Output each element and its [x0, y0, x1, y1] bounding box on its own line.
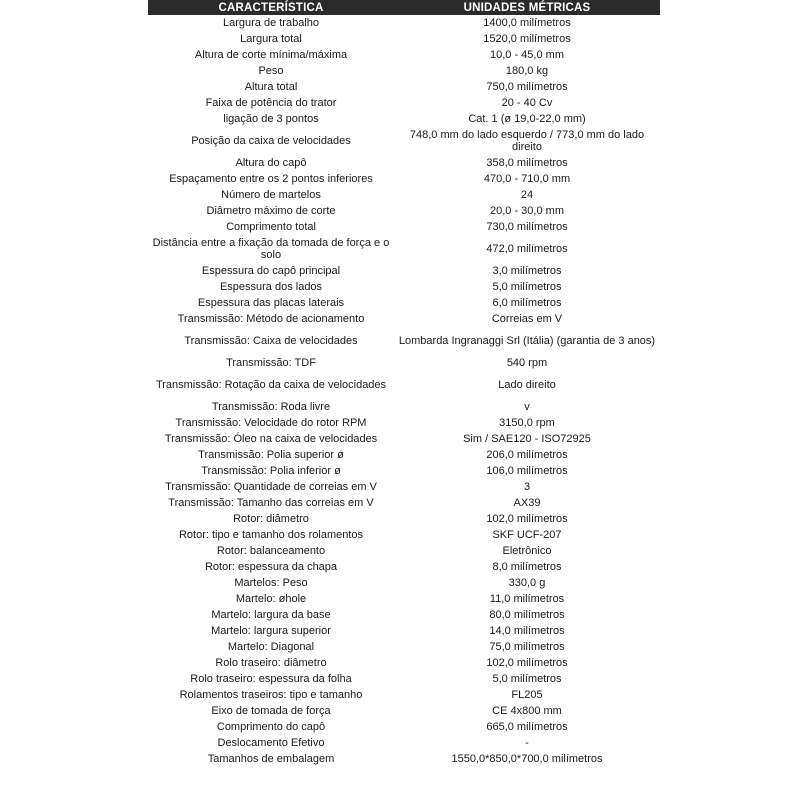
spec-value: - — [525, 737, 529, 749]
spec-feature: Comprimento total — [226, 221, 316, 233]
table-row — [148, 279, 660, 295]
table-row — [148, 63, 660, 79]
spec-feature: Rotor: diâmetro — [233, 513, 309, 525]
spec-value: 5,0 milímetros — [492, 673, 562, 685]
spec-feature: Transmissão: Tamanho das correias em V — [168, 497, 374, 509]
table-row — [148, 127, 660, 155]
table-row — [148, 327, 660, 355]
spec-feature: Tamanhos de embalagem — [207, 753, 335, 765]
spec-value: 1400,0 milímetros — [483, 17, 571, 29]
spec-feature: Largura total — [240, 33, 302, 45]
spec-feature: Peso — [258, 65, 284, 77]
table-row — [148, 399, 660, 415]
spec-value: 1550,0*850,0*700,0 milímetros — [451, 753, 603, 765]
spec-value: Correias em V — [491, 313, 563, 325]
spec-value: 10,0 - 45,0 mm — [490, 49, 564, 61]
spec-value: 80,0 milímetros — [489, 609, 565, 621]
table-row — [148, 235, 660, 263]
spec-value: 180,0 kg — [505, 65, 549, 77]
spec-value: 470,0 - 710,0 mm — [483, 173, 571, 185]
spec-feature: Martelo: largura da base — [211, 609, 331, 621]
table-row — [148, 355, 660, 371]
spec-value: v — [524, 401, 530, 413]
header-feature: CARACTERÍSTICA — [148, 0, 394, 15]
spec-feature: Transmissão: Roda livre — [211, 401, 331, 413]
spec-value: Sim / SAE120 - ISO72925 — [463, 433, 591, 445]
spec-value: 330,0 g — [508, 577, 546, 589]
spec-feature: Posição da caixa de velocidades — [191, 135, 351, 147]
spec-feature: Rotor: balanceamento — [216, 545, 326, 557]
table-row — [148, 463, 660, 479]
table-row — [148, 311, 660, 327]
spec-value: 472,0 milímetros — [486, 243, 568, 255]
table-row — [148, 371, 660, 399]
spec-value: FL205 — [511, 689, 543, 701]
spec-value: 5,0 milímetros — [492, 281, 562, 293]
table-row — [148, 447, 660, 463]
table-row — [148, 155, 660, 171]
spec-feature: Transmissão: Rotação da caixa de velocidades — [155, 379, 387, 391]
spec-feature: Altura de corte mínima/máxima — [194, 49, 348, 61]
spec-value: SKF UCF-207 — [492, 529, 562, 541]
spec-feature: Rotor: espessura da chapa — [204, 561, 338, 573]
spec-feature: ligação de 3 pontos — [223, 113, 319, 125]
table-row — [148, 31, 660, 47]
spec-value: 748,0 mm do lado esquerdo / 773,0 mm do lado direito — [409, 129, 645, 153]
spec-value: 730,0 milímetros — [486, 221, 568, 233]
table-row — [148, 511, 660, 527]
spec-feature: Transmissão: Método de acionamento — [177, 313, 365, 325]
spec-value: 102,0 milímetros — [486, 657, 568, 669]
table-row — [148, 655, 660, 671]
spec-feature: Transmissão: Óleo na caixa de velocidades — [164, 433, 378, 445]
spec-value: Lado direito — [498, 379, 556, 391]
table-row — [148, 187, 660, 203]
table-row — [148, 495, 660, 511]
spec-feature: Altura total — [244, 81, 298, 93]
spec-feature: Distância entre a fixação da tomada de força e o solo — [152, 237, 390, 261]
spec-value: 750,0 milímetros — [486, 81, 568, 93]
table-row — [148, 703, 660, 719]
spec-feature: Transmissão: TDF — [226, 357, 316, 369]
spec-value: 3 — [523, 481, 531, 493]
spec-value: CE 4x800 mm — [492, 705, 562, 717]
spec-value: 102,0 milímetros — [486, 513, 568, 525]
table-row — [148, 95, 660, 111]
table-row — [148, 543, 660, 559]
table-row — [148, 171, 660, 187]
table-row — [148, 719, 660, 735]
table-row — [148, 15, 660, 31]
table-row — [148, 219, 660, 235]
table-row — [148, 203, 660, 219]
table-row — [148, 591, 660, 607]
spec-feature: Espaçamento entre os 2 pontos inferiores — [169, 173, 373, 185]
table-row — [148, 47, 660, 63]
spec-feature: Altura do capô — [235, 157, 307, 169]
table-row — [148, 687, 660, 703]
spec-feature: Transmissão: Caixa de velocidades — [184, 335, 358, 347]
spec-feature: Rolo traseiro: diâmetro — [215, 657, 327, 669]
table-row — [148, 111, 660, 127]
table-row — [148, 607, 660, 623]
spec-table — [148, 0, 660, 767]
spec-value: 6,0 milímetros — [492, 297, 562, 309]
spec-feature: Faixa de potência do trator — [205, 97, 337, 109]
spec-value: 3,0 milímetros — [492, 265, 562, 277]
spec-value: Lombarda Ingranaggi Srl (Itália) (garantia de 3 anos) — [398, 335, 656, 347]
spec-value: 20 - 40 Cv — [501, 97, 553, 109]
spec-feature: Rotor: tipo e tamanho dos rolamentos — [178, 529, 364, 541]
spec-value: AX39 — [513, 497, 541, 509]
spec-feature: Rolamentos traseiros: tipo e tamanho — [179, 689, 363, 701]
table-row — [148, 479, 660, 495]
spec-feature: Espessura dos lados — [219, 281, 323, 293]
spec-value: 14,0 milímetros — [489, 625, 565, 637]
table-row — [148, 671, 660, 687]
table-row — [148, 415, 660, 431]
spec-value: 206,0 milímetros — [486, 449, 568, 461]
table-row — [148, 263, 660, 279]
spec-feature: Martelos: Peso — [234, 577, 308, 589]
table-row — [148, 431, 660, 447]
spec-feature: Número de martelos — [221, 189, 321, 201]
spec-value: 20,0 - 30,0 mm — [490, 205, 564, 217]
table-header-row — [148, 0, 660, 15]
spec-value: 106,0 milímetros — [486, 465, 568, 477]
table-row — [148, 79, 660, 95]
spec-feature: Espessura das placas laterais — [197, 297, 345, 309]
table-row — [148, 527, 660, 543]
spec-feature: Deslocamento Efetivo — [217, 737, 325, 749]
spec-value: 8,0 milímetros — [492, 561, 562, 573]
spec-feature: Eixo de tomada de força — [211, 705, 331, 717]
spec-feature: Diâmetro máximo de corte — [206, 205, 336, 217]
spec-feature: Transmissão: Polia superior ø — [198, 449, 344, 461]
spec-feature: Largura de trabalho — [222, 17, 319, 29]
spec-feature: Transmissão: Quantidade de correias em V — [165, 481, 377, 493]
spec-feature: Martelo: largura superior — [211, 625, 331, 637]
table-row — [148, 623, 660, 639]
spec-feature: Transmissão: Polia inferior ø — [201, 465, 341, 477]
spec-value: 24 — [520, 189, 534, 201]
table-row — [148, 559, 660, 575]
table-row — [148, 295, 660, 311]
spec-value: 358,0 milímetros — [486, 157, 568, 169]
spec-feature: Martelo: Diagonal — [227, 641, 315, 653]
spec-feature: Rolo traseiro: espessura da folha — [190, 673, 352, 685]
spec-value: 1520,0 milímetros — [483, 33, 571, 45]
table-body — [148, 15, 660, 767]
spec-value: 3150,0 rpm — [499, 417, 555, 429]
spec-value: Eletrônico — [502, 545, 552, 557]
table-row — [148, 735, 660, 751]
spec-value: 665,0 milímetros — [486, 721, 568, 733]
spec-feature: Transmissão: Velocidade do rotor RPM — [175, 417, 367, 429]
spec-value: 75,0 milímetros — [489, 641, 565, 653]
table-row — [148, 639, 660, 655]
table-row — [148, 575, 660, 591]
spec-value: 540 rpm — [506, 357, 548, 369]
spec-value: 11,0 milímetros — [489, 593, 565, 605]
spec-value: Cat. 1 (ø 19,0-22,0 mm) — [468, 113, 586, 125]
spec-feature: Comprimento do capô — [216, 721, 326, 733]
spec-feature: Espessura do capô principal — [201, 265, 341, 277]
spec-feature: Martelo: øhole — [235, 593, 307, 605]
table-row — [148, 751, 660, 767]
header-metric-units: UNIDADES MÉTRICAS — [394, 0, 660, 15]
